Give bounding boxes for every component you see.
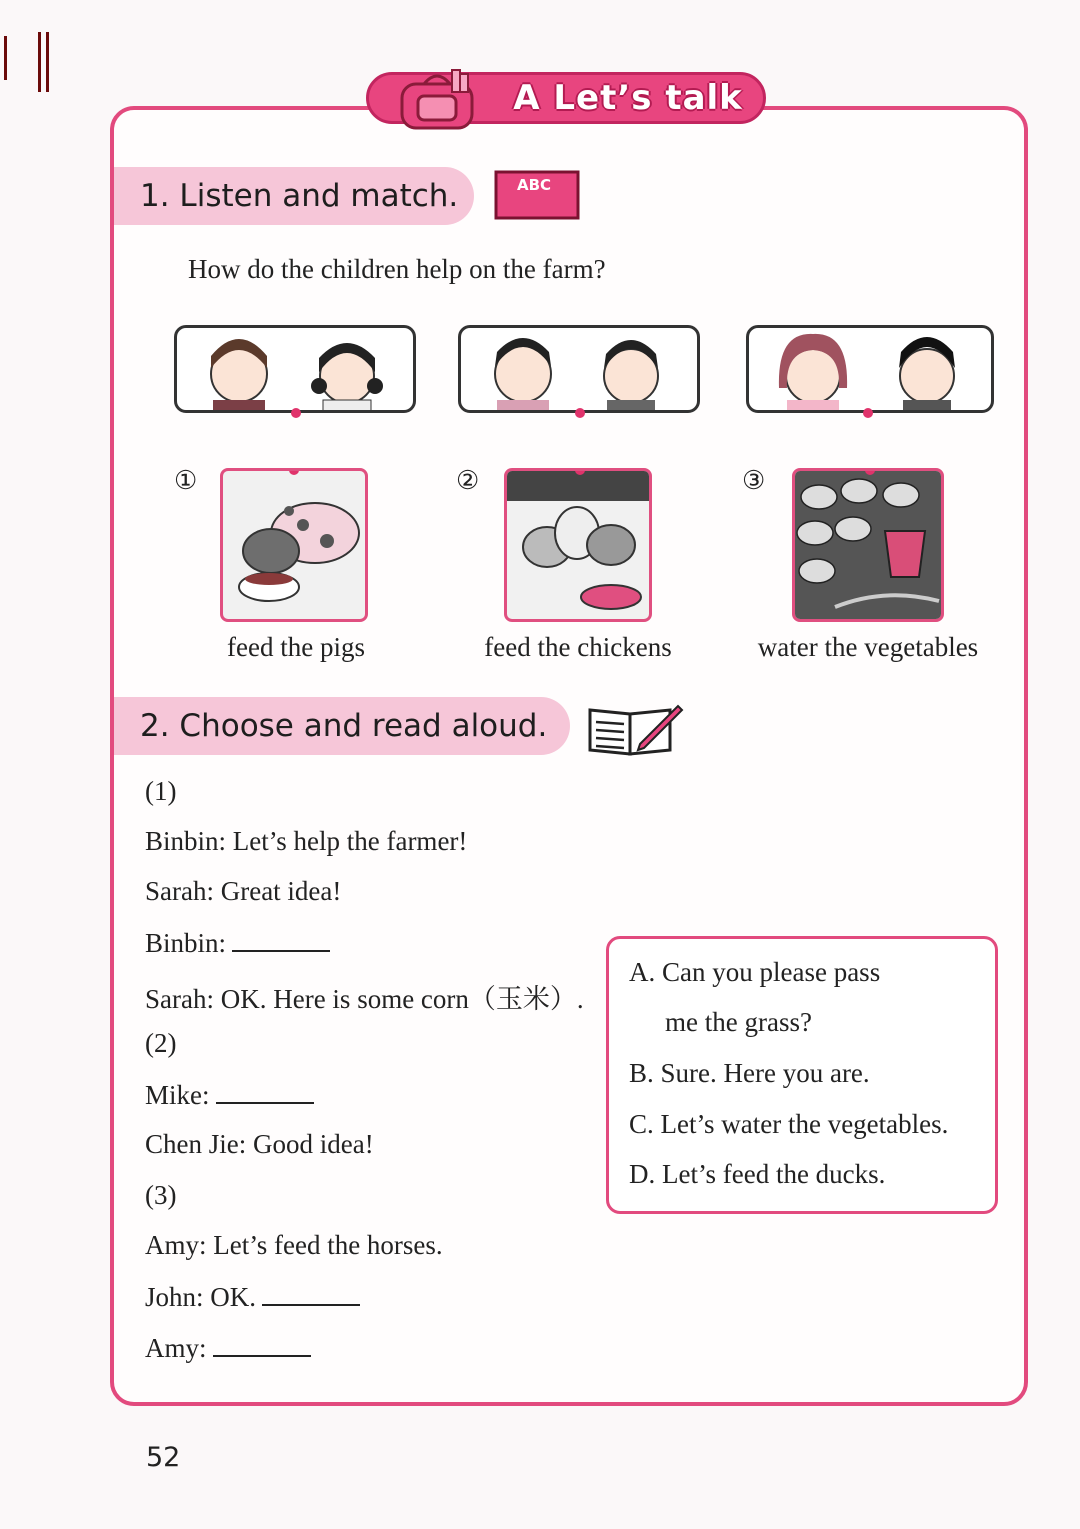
dialogue-line: Sarah: OK. Here is some corn（玉米）. xyxy=(145,984,584,1014)
answer-blank[interactable] xyxy=(216,1078,314,1104)
caption-feed-pigs: feed the pigs xyxy=(227,632,365,662)
backpack-icon xyxy=(388,66,498,132)
answer-blank[interactable] xyxy=(213,1331,311,1357)
dialogue-2-number: (2) xyxy=(145,1028,177,1058)
page-number: 52 xyxy=(146,1442,181,1473)
item-number-1: ① xyxy=(174,466,198,495)
dialogue-3-number: (3) xyxy=(145,1180,177,1210)
caption-water-vegetables: water the vegetables xyxy=(757,632,979,662)
lesson-tab xyxy=(366,66,768,128)
abc-label: ABC xyxy=(516,176,552,194)
dialogue-line: Binbin: Let’s help the farmer! xyxy=(145,826,468,856)
answer-blank[interactable] xyxy=(262,1280,360,1306)
option-c[interactable]: C. Let’s water the vegetables. xyxy=(629,1109,949,1139)
dialogue-line: Chen Jie: Good idea! xyxy=(145,1129,374,1159)
listening-question: How do the children help on the farm? xyxy=(188,254,606,284)
option-a[interactable]: A. Can you please pass xyxy=(629,957,881,987)
children-pair-1 xyxy=(174,325,416,413)
speaker-label: Mike: xyxy=(145,1080,210,1110)
book-pencil-icon xyxy=(584,700,684,758)
chickens-image xyxy=(504,468,652,622)
speaker-label: Binbin: xyxy=(145,928,227,958)
speaker-label: John: OK. xyxy=(145,1282,257,1312)
dialogue-blank-line xyxy=(145,1078,314,1111)
option-a-continued: me the grass? xyxy=(665,1007,812,1037)
answer-blank[interactable] xyxy=(232,926,330,952)
item-number-3: ③ xyxy=(742,466,766,495)
option-b[interactable]: B. Sure. Here you are. xyxy=(629,1058,870,1088)
dialogue-line: Amy: Let’s feed the horses. xyxy=(145,1230,443,1260)
children-pair-3 xyxy=(746,325,994,413)
caption-feed-chickens: feed the chickens xyxy=(484,632,672,662)
section-1-title: 1. Listen and match. xyxy=(114,167,474,225)
item-number-2: ② xyxy=(456,466,480,495)
vegetables-image xyxy=(792,468,944,622)
answer-options-box xyxy=(606,936,998,1214)
option-d[interactable]: D. Let’s feed the ducks. xyxy=(629,1159,886,1189)
section-2-title: 2. Choose and read aloud. xyxy=(114,697,570,755)
lesson-title: A Let’s talk xyxy=(513,78,743,118)
children-pair-2 xyxy=(458,325,700,413)
speaker-label: Amy: xyxy=(145,1333,207,1363)
dialogue-line: Sarah: Great idea! xyxy=(145,876,342,906)
dialogue-blank-line xyxy=(145,1331,311,1364)
dialogue-blank-line xyxy=(145,1280,360,1313)
dialogue-blank-line xyxy=(145,926,330,959)
dialogue-1-number: (1) xyxy=(145,776,177,806)
pigs-image xyxy=(220,468,368,622)
abc-listen-icon xyxy=(494,170,580,220)
